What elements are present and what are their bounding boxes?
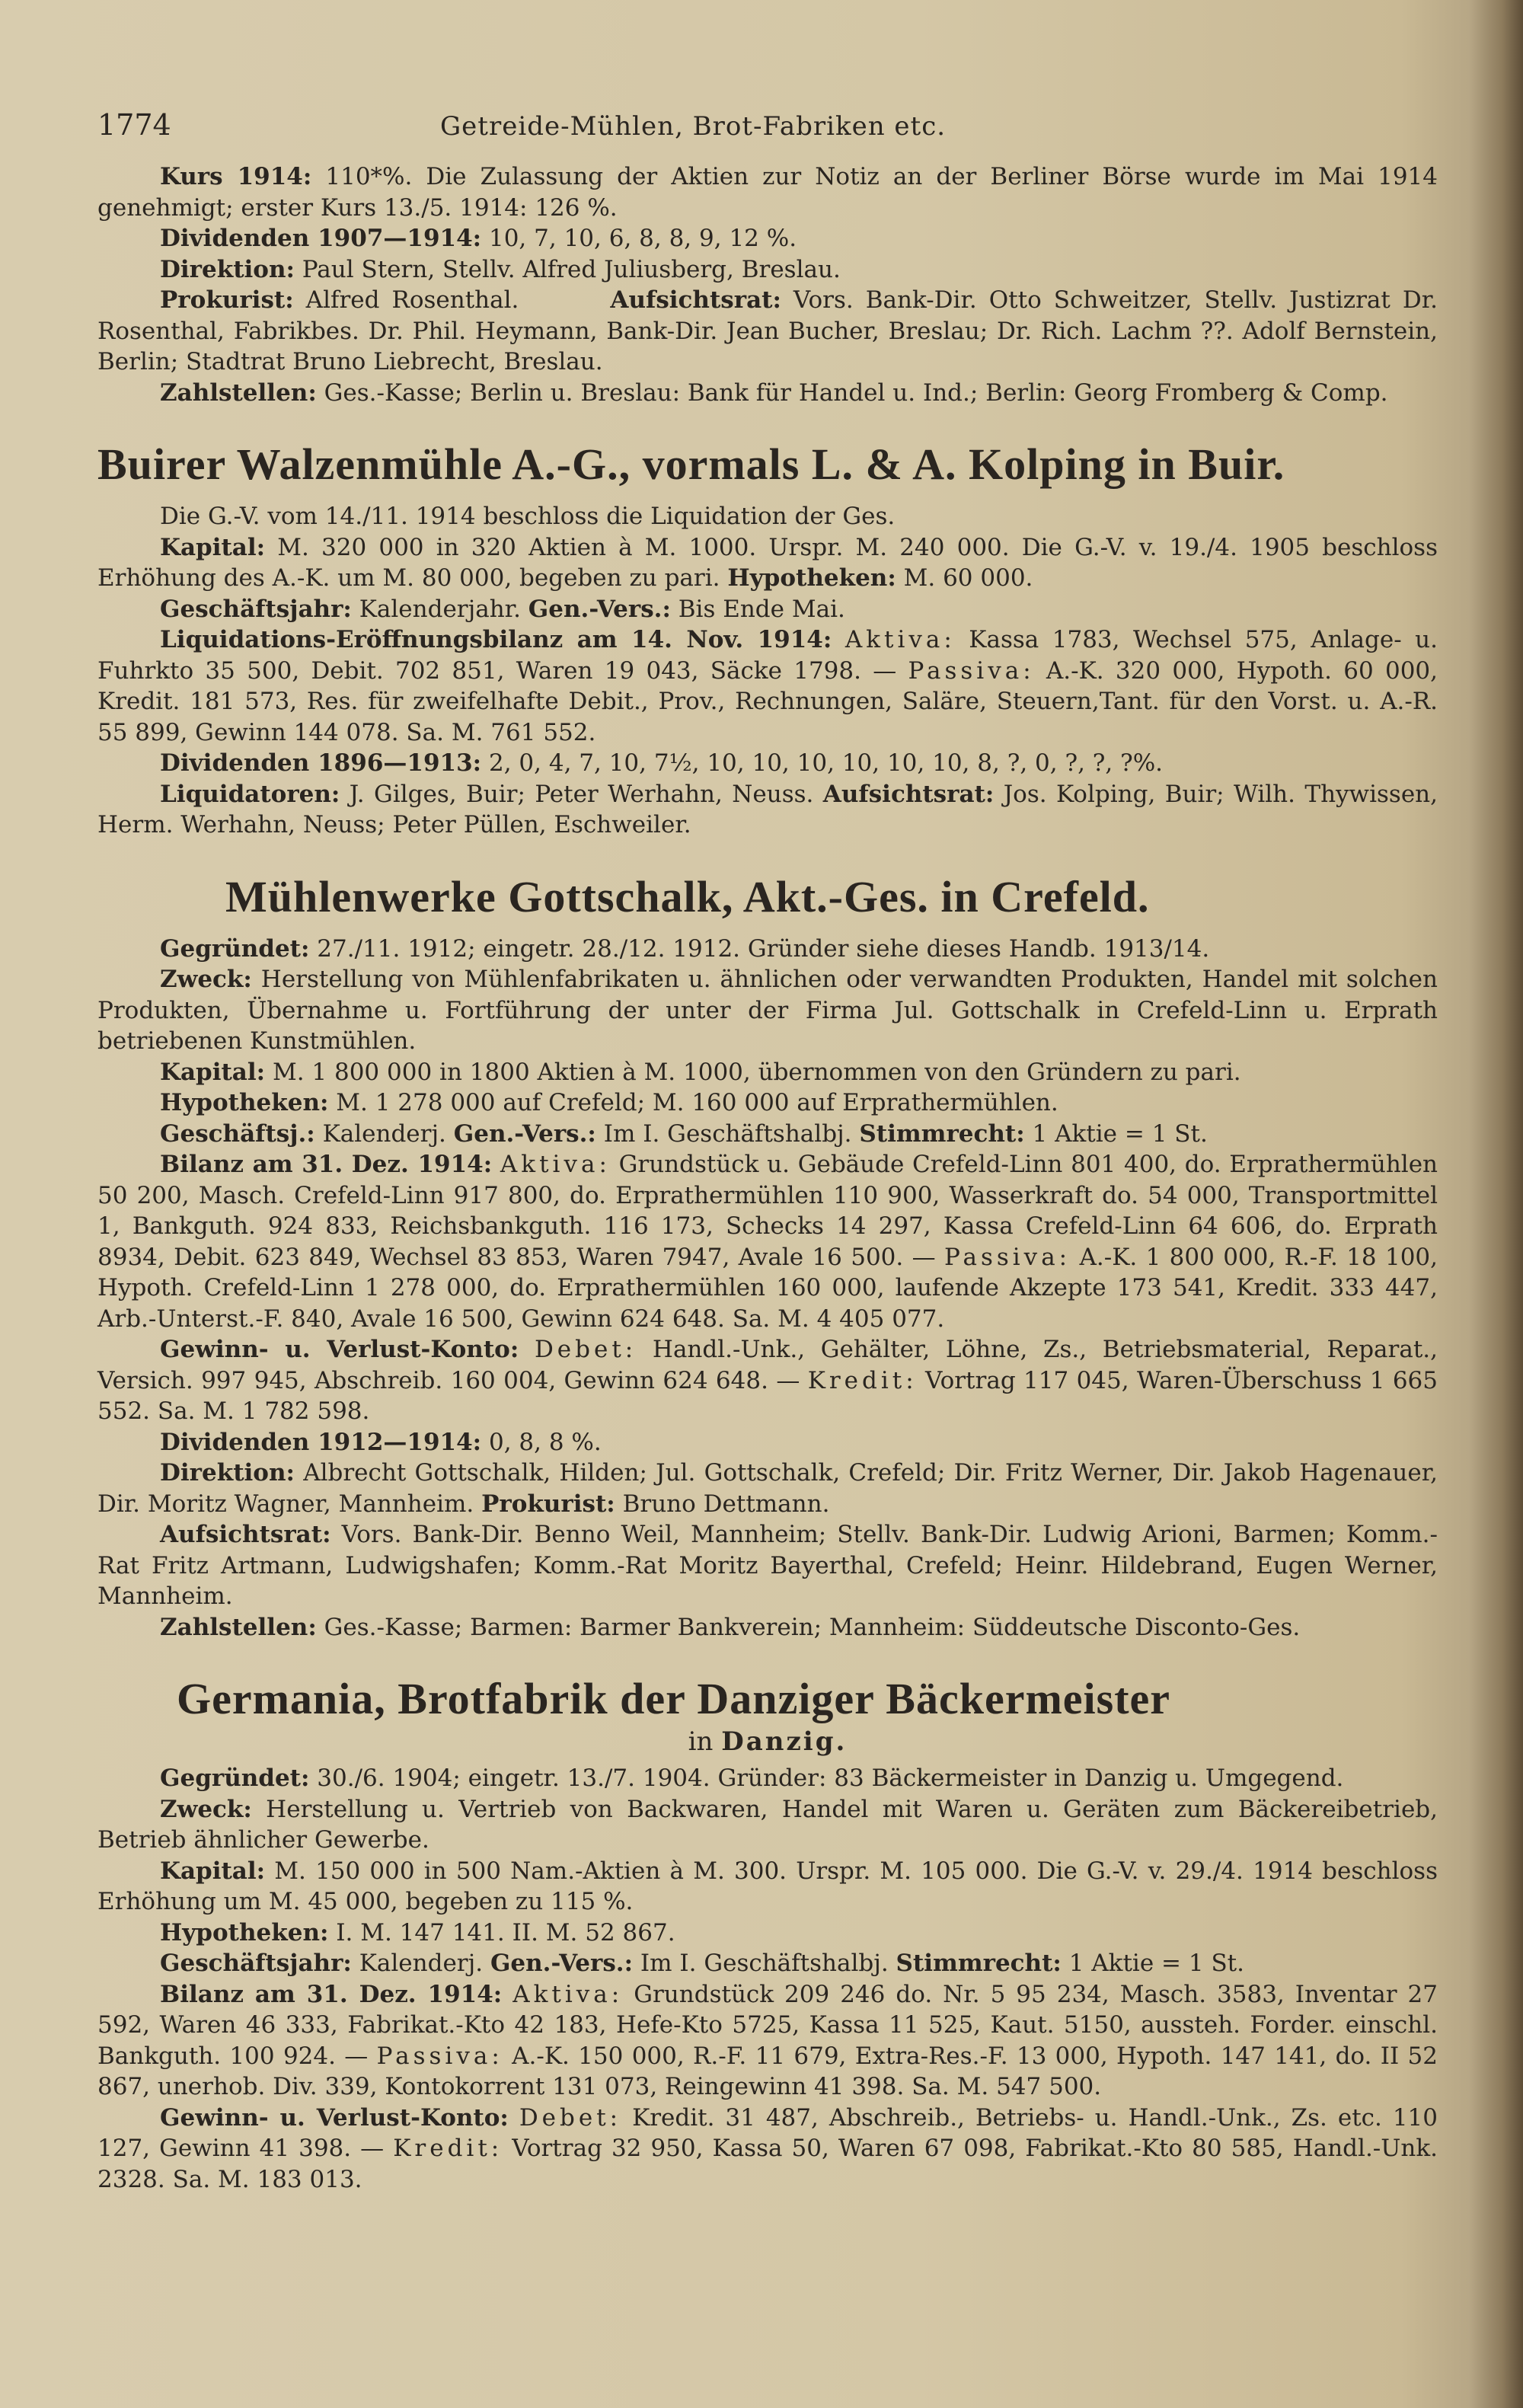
- text: M. 150 000 in 500 Nam.-Aktien à M. 300. Urspr. M. 105 000. Die G.-V. v. 29./4. 1914 beschloss Erhöhung um M. 45 000, begeben zu 115 %.: [97, 1857, 1438, 1915]
- ge-kapital: [97, 1856, 1438, 1918]
- label: Kurs 1914:: [160, 163, 312, 190]
- text: Kalenderj.: [351, 1950, 490, 1977]
- buirer-dividenden: [97, 748, 1438, 779]
- prev-prokurist-aufsichtsrat: [97, 285, 1438, 378]
- label: Gen.-Vers.:: [490, 1950, 634, 1977]
- label: Zahlstellen:: [160, 378, 317, 407]
- label: Bilanz am 31. Dez. 1914:: [160, 1151, 493, 1178]
- mw-geschaeftsjahr: [97, 1119, 1438, 1150]
- text: Herstellung u. Vertrieb von Backwaren, Handel mit Waren u. Geräten zum Bäckereibetrieb, Betrieb ähnlicher Gewerbe.: [97, 1795, 1438, 1854]
- label: Aufsichtsrat:: [160, 1521, 331, 1548]
- ge-guv: [97, 2103, 1438, 2196]
- ge-hypotheken: [97, 1918, 1438, 1949]
- entry-germania: [97, 1763, 1438, 2195]
- label-spaced: Kredit:: [393, 2135, 503, 2162]
- label: Gen.-Vers.:: [528, 595, 671, 623]
- label: Geschäftsjahr:: [160, 595, 352, 623]
- running-header: [97, 108, 1438, 148]
- buirer-intro: Die G.-V. vom 14./11. 1914 beschloss die Liquidation der Ges.: [160, 503, 896, 530]
- text: Bruno Dettmann.: [615, 1490, 830, 1518]
- text: 10, 7, 10, 6, 8, 8, 9, 12 %.: [481, 225, 797, 252]
- label: Stimmrecht:: [896, 1950, 1062, 1977]
- label: Hypotheken:: [727, 564, 896, 592]
- label: Geschäftsj.:: [160, 1119, 315, 1148]
- page-number: 1774: [97, 108, 171, 142]
- label-spaced: Kredit:: [807, 1366, 918, 1394]
- label-spaced: Aktiva:: [500, 1151, 611, 1178]
- label: Aufsichtsrat:: [822, 780, 995, 808]
- label: Kapital:: [160, 1857, 266, 1885]
- prev-direktion: [97, 254, 1438, 286]
- label: Liquidations-Eröffnungsbilanz am 14. Nov. 1914:: [160, 626, 832, 653]
- ge-zweck: [97, 1794, 1438, 1856]
- label: Direktion:: [160, 255, 295, 283]
- company-subtitle-germania: [97, 1725, 1438, 1758]
- mw-dividenden: [97, 1427, 1438, 1458]
- prev-dividenden: [97, 223, 1438, 254]
- label: Zahlstellen:: [160, 1613, 317, 1641]
- label: Gewinn- u. Verlust-Konto:: [160, 2103, 509, 2132]
- label-spaced: Passiva:: [908, 656, 1035, 685]
- text: Albrecht Gottschalk, Hilden; Jul. Gottschalk, Crefeld; Dir. Fritz Werner, Dir. Jakob Hagenauer, Dir. Moritz Wagner, Mannheim.: [97, 1459, 1438, 1518]
- label-spaced: Debet:: [519, 2103, 622, 2132]
- label: Gen.-Vers.:: [453, 1119, 596, 1148]
- label: Aufsichtsrat:: [610, 286, 781, 314]
- label: Hypotheken:: [160, 1918, 329, 1947]
- text: M. 1 800 000 in 1800 Aktien à M. 1000, übernommen von den Gründern zu pari.: [265, 1058, 1241, 1086]
- label: Zweck:: [160, 1795, 252, 1823]
- mw-gegruendet: [97, 934, 1438, 965]
- prev-kurs: [97, 161, 1438, 223]
- label: Hypotheken:: [160, 1089, 329, 1116]
- text: Vors. Bank-Dir. Benno Weil, Mannheim; Stellv. Bank-Dir. Ludwig Arioni, Barmen; Komm.-Rat Fritz Artmann, Ludwigshafen; Komm.-Rat Moritz Bayerthal, Crefeld; Heinr. Hildebrand, Eugen Werner, Mannheim.: [97, 1521, 1438, 1610]
- entry-buirer: [97, 501, 1438, 841]
- text: 1 Aktie = 1 St.: [1024, 1119, 1208, 1148]
- text: Kassa 1783, Wechsel 575, Anlage- u. Fuhrkto 35 500, Debit. 702 851, Waren 19 043, Säcke 1798. —: [97, 626, 1438, 685]
- mw-hypotheken: [97, 1087, 1438, 1119]
- ge-bilanz: [97, 1979, 1438, 2103]
- text: M. 1 278 000 auf Crefeld; M. 160 000 auf Erprathermühlen.: [328, 1089, 1058, 1116]
- label: Prokurist:: [481, 1490, 615, 1518]
- text: Grundstück 209 246 do. Nr. 5 95 234, Masch. 3583, Inventar 27 592, Waren 46 333, Fabrikat.-Kto 42 183, Hefe-Kto 5725, Kassa 11 525, Kaut. 5150, aussteh. Forder. einschl. Bankguth. 100 924. —: [97, 1980, 1438, 2070]
- label: Kapital:: [160, 533, 266, 561]
- text: Herstellung von Mühlenfabrikaten u. ähnlichen oder verwandten Produkten, Handel mit solchen Produkten, Übernahme u. Fortführung der unter der Firma Jul. Gottschalk in Crefeld-Linn u. Erprath betriebenen Kunstmühlen.: [97, 966, 1438, 1055]
- label-spaced: Passiva:: [944, 1243, 1071, 1271]
- text: Vors. Bank-Dir. Otto Schweitzer, Stellv. Justizrat Dr. Rosenthal, Fabrikbes. Dr. Phil. Heymann, Bank-Dir. Jean Bucher, Breslau; Dr. Rich. Lachm ??. Adolf Bernstein, Berlin; Stadtrat Bruno Liebrecht, Breslau.: [97, 286, 1438, 375]
- label: Direktion:: [160, 1459, 295, 1487]
- text: Kredit. 31 487, Abschreib., Betriebs- u. Handl.-Unk., Zs. etc. 110 127, Gewinn 41 398. —: [97, 2103, 1438, 2162]
- text: 30./6. 1904; eingetr. 13./7. 1904. Gründer: 83 Bäckermeister in Danzig u. Umgegend.: [309, 1764, 1344, 1792]
- label-spaced: Aktiva:: [845, 626, 956, 653]
- label-spaced: Aktiva:: [512, 1980, 624, 2008]
- label-spaced: Passiva:: [376, 2042, 503, 2070]
- label: Liquidatoren:: [160, 780, 340, 808]
- company-title-muehlenwerke: Mühlenwerke Gottschalk, Akt.-Ges. in Crefeld.: [225, 871, 1150, 921]
- text: 1 Aktie = 1 St.: [1061, 1950, 1244, 1977]
- label: Gegründet:: [160, 1764, 310, 1792]
- mw-zahlstellen: [97, 1612, 1438, 1643]
- label: Dividenden 1896—1913:: [160, 749, 482, 777]
- text: A.-K. 1 800 000, R.-F. 18 100, Hypoth. Crefeld-Linn 1 278 000, do. Erprathermühlen 160 000, laufende Akzepte 173 541, Kredit. 333 447, Arb.-Unterst.-F. 840, Avale 16 500, Gewinn 624 648. Sa. M. 4 405 077.: [97, 1243, 1438, 1333]
- text: Bis Ende Mai.: [670, 595, 845, 623]
- text: Paul Stern, Stellv. Alfred Juliusberg, Breslau.: [294, 255, 841, 283]
- page-spine-shadow: [1470, 0, 1523, 2408]
- label: Zweck:: [160, 966, 252, 993]
- buirer-kapital: [97, 532, 1438, 594]
- label: Geschäftsjahr:: [160, 1950, 352, 1977]
- text: Alfred Rosenthal.: [293, 286, 519, 314]
- label-spaced: Debet:: [534, 1336, 637, 1363]
- text: Ges.-Kasse; Berlin u. Breslau: Bank für Handel u. Ind.; Berlin: Georg Fromberg & Comp.: [316, 378, 1388, 407]
- prev-entry: [97, 161, 1438, 408]
- text: Im I. Geschäftshalbj.: [633, 1950, 896, 1977]
- label: Prokurist:: [160, 286, 294, 314]
- text: Im I. Geschäftshalbj.: [595, 1119, 860, 1148]
- text: I. M. 147 141. II. M. 52 867.: [328, 1918, 675, 1947]
- subtitle-place: Danzig.: [721, 1726, 848, 1757]
- label: Dividenden 1912—1914:: [160, 1428, 482, 1456]
- company-title-germania: Germania, Brotfabrik der Danziger Bäckermeister: [177, 1674, 1171, 1723]
- text: M. 60 000.: [896, 564, 1033, 592]
- company-title-buirer: Buirer Walzenmühle A.-G., vormals L. & A. Kolping in Buir.: [97, 439, 1285, 489]
- text: Vortrag 32 950, Kassa 50, Waren 67 098, Fabrikat.-Kto 80 585, Handl.-Unk. 2328. Sa. M. 183 013.: [97, 2135, 1438, 2193]
- label: Bilanz am 31. Dez. 1914:: [160, 1980, 503, 2008]
- mw-aufsichtsrat: [97, 1519, 1438, 1612]
- text: 0, 8, 8 %.: [481, 1428, 602, 1456]
- mw-guv: [97, 1334, 1438, 1427]
- page-content: [97, 108, 1438, 2195]
- text: Vortrag 117 045, Waren-Überschuss 1 665 552. Sa. M. 1 782 598.: [97, 1366, 1438, 1425]
- prev-zahlstellen: [97, 378, 1438, 409]
- text: Ges.-Kasse; Barmen: Barmer Bankverein; Mannheim: Süddeutsche Disconto-Ges.: [316, 1613, 1301, 1641]
- entry-muehlenwerke: [97, 934, 1438, 1643]
- text: 110*%. Die Zulassung der Aktien zur Notiz an der Berliner Börse wurde im Mai 1914 genehmigt; erster Kurs 13./5. 1914: 126 %.: [97, 163, 1438, 222]
- text: Kalenderj.: [314, 1119, 454, 1148]
- text: Kalenderjahr.: [351, 595, 528, 623]
- text: J. Gilges, Buir; Peter Werhahn, Neuss.: [340, 780, 823, 808]
- text: A.-K. 320 000, Hypoth. 60 000, Kredit. 181 573, Res. für zweifelhafte Debit., Prov., Rechnungen, Saläre, Steuern,Tant. für den Vorst. u. A.-R. 55 899, Gewinn 144 078. Sa. M. 761 552.: [97, 656, 1438, 746]
- subtitle-prefix: in: [688, 1726, 722, 1757]
- text: 2, 0, 4, 7, 10, 7½, 10, 10, 10, 10, 10, 10, 8, ?, 0, ?, ?, ?%.: [481, 749, 1164, 777]
- label: Gewinn- u. Verlust-Konto:: [160, 1336, 519, 1363]
- text: Jos. Kolping, Buir; Wilh. Thywissen, Herm. Werhahn, Neuss; Peter Püllen, Eschweiler.: [97, 780, 1438, 838]
- mw-kapital: [97, 1057, 1438, 1088]
- label: Dividenden 1907—1914:: [160, 225, 482, 252]
- text: 27./11. 1912; eingetr. 28./12. 1912. Gründer siehe dieses Handb. 1913/14.: [309, 934, 1210, 963]
- text: M. 320 000 in 320 Aktien à M. 1000. Urspr. M. 240 000. Die G.-V. v. 19./4. 1905 beschloss Erhöhung des A.-K. um M. 80 000, begeben zu pari.: [97, 533, 1438, 592]
- mw-direktion: [97, 1458, 1438, 1519]
- ge-gegruendet: [97, 1763, 1438, 1794]
- text: Handl.-Unk., Gehälter, Löhne, Zs., Betriebsmaterial, Reparat., Versich. 997 945, Abschreib. 160 004, Gewinn 624 648. —: [97, 1336, 1438, 1394]
- mw-zweck: [97, 964, 1438, 1057]
- label: Stimmrecht:: [859, 1119, 1025, 1148]
- label: Kapital:: [160, 1058, 266, 1086]
- buirer-liquidatoren: [97, 779, 1438, 841]
- running-title: Getreide-Mühlen, Brot-Fabriken etc.: [440, 111, 947, 142]
- buirer-geschaeftsjahr: [97, 594, 1438, 625]
- mw-bilanz: [97, 1149, 1438, 1334]
- text: A.-K. 150 000, R.-F. 11 679, Extra-Res.-F. 13 000, Hypoth. 147 141, do. II 52 867, unerhob. Div. 339, Kontokorrent 131 073, Reingewinn 41 398. Sa. M. 547 500.: [97, 2042, 1438, 2100]
- ge-geschaeftsjahr: [97, 1948, 1438, 1979]
- label: Gegründet:: [160, 934, 310, 963]
- text: Grundstück u. Gebäude Crefeld-Linn 801 400, do. Erprathermühlen 50 200, Masch. Crefeld-Linn 917 800, do. Erprathermühlen 110 900, Wasserkraft do. 54 000, Transportmittel 1, Bankguth. 924 833, Reichsbankguth. 116 173, Schecks 14 297, Kassa Crefeld-Linn 64 606, do. Erprath 8934, Debit. 623 849, Wechsel 83 853, Waren 7947, Avale 16 500. —: [97, 1151, 1438, 1271]
- buirer-bilanz: [97, 624, 1438, 748]
